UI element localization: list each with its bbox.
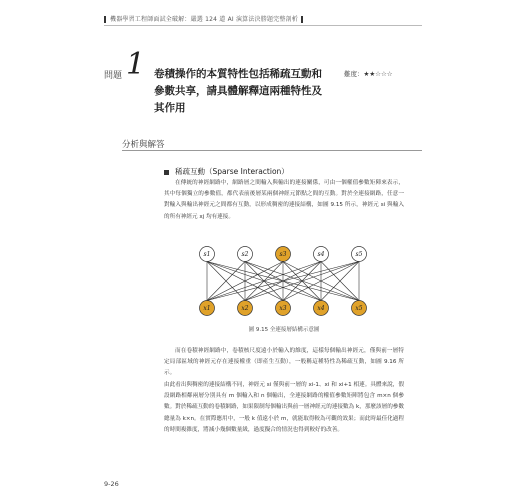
input-neuron-label: x4 <box>317 305 325 312</box>
header-marker-left <box>104 16 106 23</box>
figure-caption: 圖 9.15 全連接層結構示意圖 <box>248 327 320 333</box>
subheading-text: 稀疏互動（Sparse Interaction） <box>175 167 289 176</box>
question-label: 問題 <box>104 71 123 81</box>
difficulty-rating: 難度：★★☆☆☆ <box>344 70 393 78</box>
header-rule <box>104 25 422 26</box>
header-title: 機器學習工程師面試全破解：嚴選 124 道 AI 演算法決勝題完整剖析 <box>110 16 298 23</box>
output-neuron-label: s4 <box>317 251 325 258</box>
output-neuron-label: s2 <box>241 251 249 258</box>
input-neuron-label: x3 <box>279 305 287 312</box>
output-neuron-label: s3 <box>279 251 287 258</box>
section-rule <box>122 150 422 151</box>
paragraph-1: 在傳統的神經網路中，網路層之間輸入與輸出的連接關係，可由一個權值參數矩陣來表示，其中每個獨立的參數值，都代表前後層某兩個神經元節點之間的互動。對於全連接網路，任意一對輸入與輸出神經元之間都有互動，以形成稠密的連接結構，如圖 9.15 所示，神經元 si 與輸入的所有神經元 xj 均有連接。 <box>164 180 404 220</box>
square-bullet-icon <box>164 170 169 175</box>
edge-group <box>207 262 359 301</box>
paragraph-2: 而在卷積神經網路中，卷積核尺度遠小於輸入的維度，這樣每個輸出神經元，僅與前一層特定局部區域的神經元存在連接權重（即產生互動），一般稱這種特性為稀疏互動，如圖 9.16 所示。 <box>164 348 404 377</box>
fully-connected-diagram <box>190 244 376 320</box>
header-marker-right <box>301 16 303 23</box>
running-header <box>104 14 422 24</box>
paragraph-3: 由此看出與稠密的連接結構不同，神經元 si 僅與前一層的 xi-1、xi 和 xi+1 相連。具體來說，假設網路相鄰兩層分別具有 m 個輸入和 n 個輸出，全連接網路的權值參數矩陣將包含 m×n 個參數。對於稀疏互動的卷積網路，如果限制每個輸出與前一層神經元的連接數為 k，那麼該層的參數總量為 k×n。在實際應用中，一般 k 值遠小於 m，就能取得較為可觀的效果；而此時最佳化過程的時間複雜度，將減小幾個數量級，過度擬合的情況也得到較好的改善。 <box>164 382 404 433</box>
input-neuron-label: x5 <box>355 305 363 312</box>
output-neuron-label: s5 <box>355 251 363 258</box>
book-page <box>104 14 422 486</box>
input-neuron-label: x2 <box>241 305 249 312</box>
output-neuron-label: s1 <box>203 251 211 258</box>
input-neuron-label: x1 <box>203 305 211 312</box>
question-number: 1 <box>126 47 146 82</box>
subheading <box>164 166 289 177</box>
question-title: 卷積操作的本質特性包括稀疏互動和參數共享，請具體解釋這兩種特性及其作用 <box>154 68 322 114</box>
page-number: 9-26 <box>104 480 119 488</box>
section-heading: 分析與解答 <box>122 140 165 150</box>
